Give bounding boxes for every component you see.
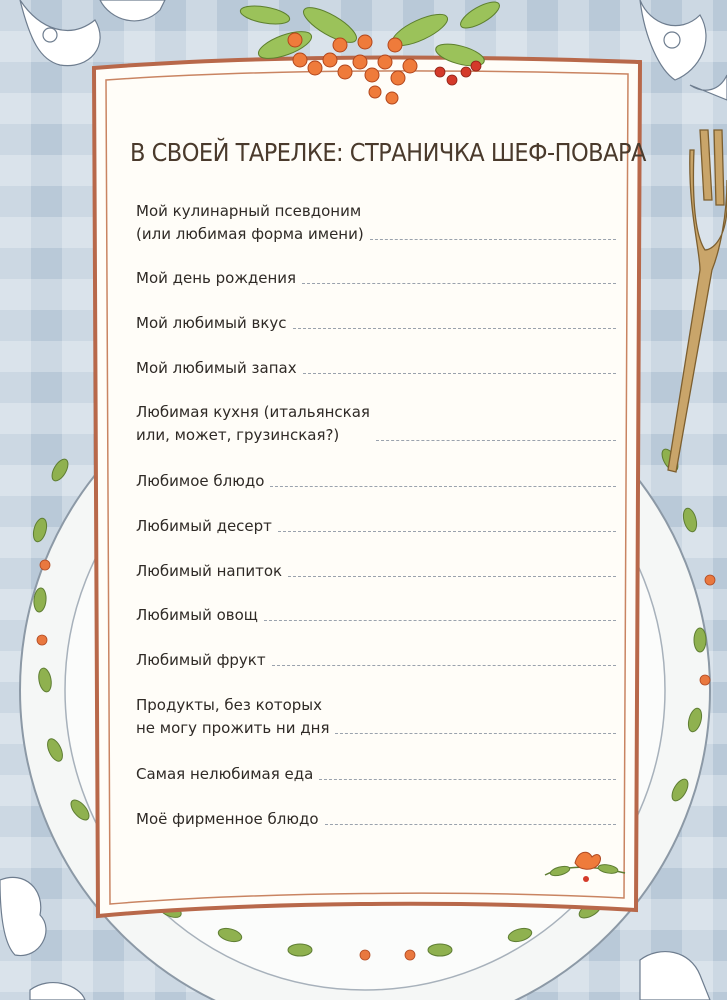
field-favorite-taste[interactable] [136,312,616,335]
write-line[interactable] [319,779,616,780]
write-line[interactable] [303,373,616,374]
fork-icon [668,130,727,472]
write-line[interactable] [325,824,616,825]
field-label: Мой кулинарный псевдоним (или любимая форма имени) [136,202,364,243]
field-label: Мой любимый запах [136,359,297,377]
field-label: Моё фирменное блюдо [136,810,319,828]
write-line[interactable] [293,328,616,329]
field-label: Любимое блюдо [136,472,265,490]
flower-ornament-icon [540,845,630,885]
field-label: Самая нелюбимая еда [136,765,314,783]
write-line[interactable] [370,239,616,240]
field-label: Любимый десерт [136,517,272,535]
field-least-favorite-food[interactable] [136,763,616,786]
field-culinary-nickname[interactable] [136,200,616,246]
questionnaire-card [88,50,646,922]
field-signature-dish[interactable] [136,808,616,831]
field-birthday[interactable] [136,267,616,290]
write-line[interactable] [272,665,616,666]
field-label: Любимый фрукт [136,651,266,669]
field-favorite-dessert[interactable] [136,515,616,538]
field-favorite-cuisine[interactable] [136,401,616,447]
field-essential-products[interactable] [136,694,616,740]
write-line[interactable] [270,486,616,487]
lace-ornament-top-right [640,0,727,100]
field-favorite-fruit[interactable] [136,649,616,672]
write-line[interactable] [264,620,616,621]
field-label: Мой любимый вкус [136,314,287,332]
field-label: Любимая кухня (итальянская или, может, грузинская?) [136,403,370,444]
field-favorite-dish[interactable] [136,470,616,493]
write-line[interactable] [278,531,616,532]
write-line[interactable] [335,733,616,734]
write-line[interactable] [376,440,616,441]
field-label: Мой день рождения [136,269,297,287]
write-line[interactable] [288,576,616,577]
field-favorite-vegetable[interactable] [136,604,616,627]
page-title: В СВОЕЙ ТАРЕЛКЕ: СТРАНИЧКА ШЕФ-ПОВАРА [130,138,646,167]
field-favorite-smell[interactable] [136,357,616,380]
write-line[interactable] [302,283,616,284]
field-favorite-drink[interactable] [136,560,616,583]
field-label: Продукты, без которых не могу прожить ни дня [136,696,330,737]
field-label: Любимый овощ [136,606,258,624]
field-label: Любимый напиток [136,562,283,580]
